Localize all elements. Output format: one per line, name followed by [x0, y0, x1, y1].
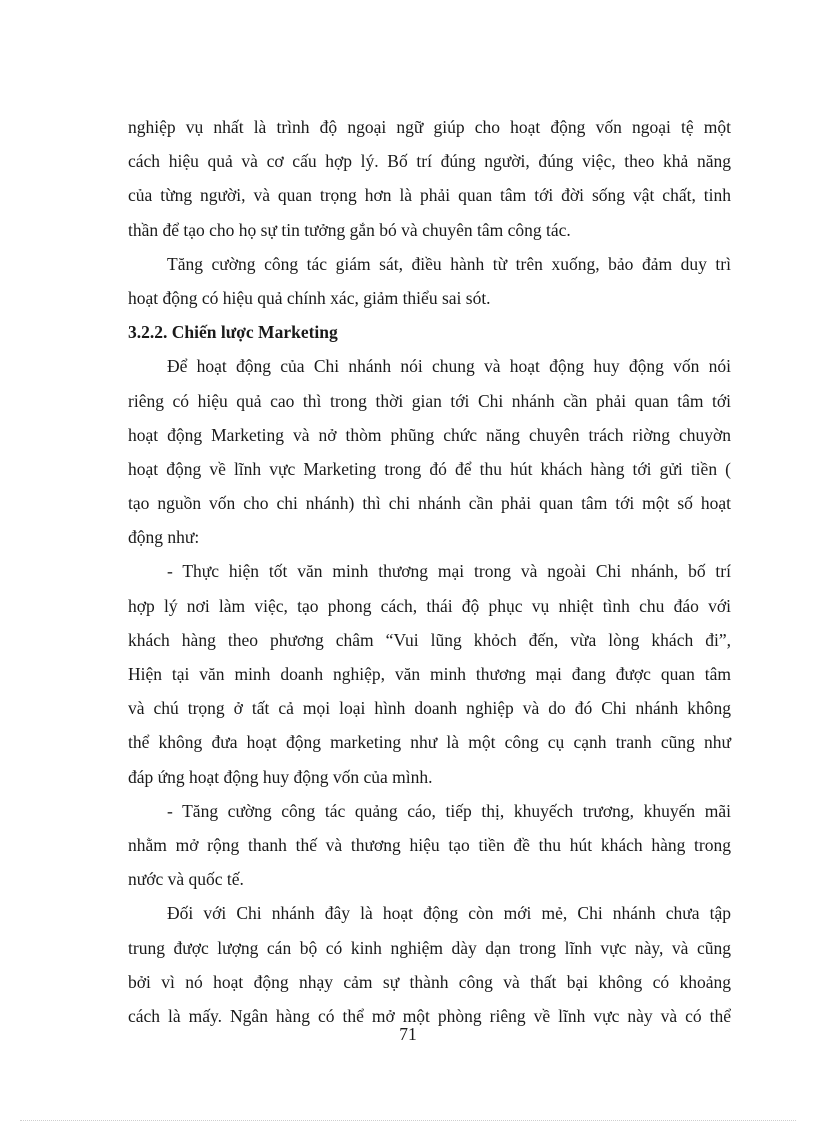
text-line: hợp lý nơi làm việc, tạo phong cách, thái độ phục vụ nhiệt tình chu đáo với — [128, 595, 731, 616]
text-line: thể không đưa hoạt động marketing như là một công cụ cạnh tranh cũng như — [128, 732, 731, 753]
text-line: bởi vì nó hoạt động nhạy cảm sự thành công và thất bại không có khoảng — [128, 971, 731, 992]
text-line: cách là mấy. Ngân hàng có thể mở một phòng riêng về lĩnh vực này và có thể — [128, 1005, 731, 1026]
text-line: - Tăng cường công tác quảng cáo, tiếp thị, khuyếch trương, khuyến mãi — [167, 800, 731, 821]
text-line: - Thực hiện tốt văn minh thương mại trong và ngoài Chi nhánh, bố trí — [167, 561, 731, 582]
page-body — [128, 110, 731, 1033]
text-line: động như: — [128, 527, 200, 548]
text-line: nước và quốc tế. — [128, 869, 244, 890]
text-line: của từng người, và quan trọng hơn là phải quan tâm tới đời sống vật chất, tinh — [128, 185, 731, 206]
text-line: hoạt động có hiệu quả chính xác, giảm thiểu sai sót. — [128, 287, 491, 308]
text-line: hoạt động về lĩnh vực Marketing trong đó để thu hút khách hàng tới gửi tiền ( — [128, 458, 731, 479]
text-line: và chú trọng ở tất cả mọi loại hình doanh nghiệp và do đó Chi nhánh không — [128, 698, 731, 719]
text-line: thần để tạo cho họ sự tin tưởng gắn bó và chuyên tâm công tác. — [128, 219, 571, 240]
text-line: Hiện tại văn minh doanh nghiệp, văn minh thương mại đang được quan tâm — [128, 664, 731, 684]
text-line: Tăng cường công tác giám sát, điều hành từ trên xuống, bảo đảm duy trì — [167, 253, 731, 274]
text-line: đáp ứng hoạt động huy động vốn của mình. — [128, 766, 433, 787]
section-heading: 3.2.2. Chiến lược Marketing — [128, 322, 338, 343]
text-line: trung được lượng cán bộ có kinh nghiệm dày dạn trong lĩnh vực này, và cũng — [128, 937, 731, 958]
text-line: Để hoạt động của Chi nhánh nói chung và hoạt động huy động vốn nói — [167, 356, 731, 377]
text-line: khách hàng theo phương châm “Vui lũng khỏch đến, vừa lòng khách đi”, — [128, 629, 731, 650]
text-line: nghiệp vụ nhất là trình độ ngoại ngữ giúp cho hoạt động vốn ngoại tệ một — [128, 117, 731, 137]
text-line: hoạt động Marketing và nở thòm phũng chức năng chuyên trách riờng chuyờn — [128, 424, 731, 445]
text-line: riêng có hiệu quả cao thì trong thời gian tới Chi nhánh cần phải quan tâm tới — [128, 390, 731, 411]
text-line: nhằm mở rộng thanh thế và thương hiệu tạo tiền đề thu hút khách hàng trong — [128, 834, 731, 855]
text-line: cách hiệu quả và cơ cấu hợp lý. Bố trí đúng người, đúng việc, theo khả năng — [128, 151, 731, 172]
text-line: Đối với Chi nhánh đây là hoạt động còn mới mẻ, Chi nhánh chưa tập — [167, 903, 731, 924]
page-number: 71 — [399, 1024, 417, 1044]
page-bottom-divider — [20, 1120, 796, 1121]
text-line: tạo nguồn vốn cho chi nhánh) thì chi nhánh cần phải quan tâm tới một số hoạt — [128, 493, 731, 514]
